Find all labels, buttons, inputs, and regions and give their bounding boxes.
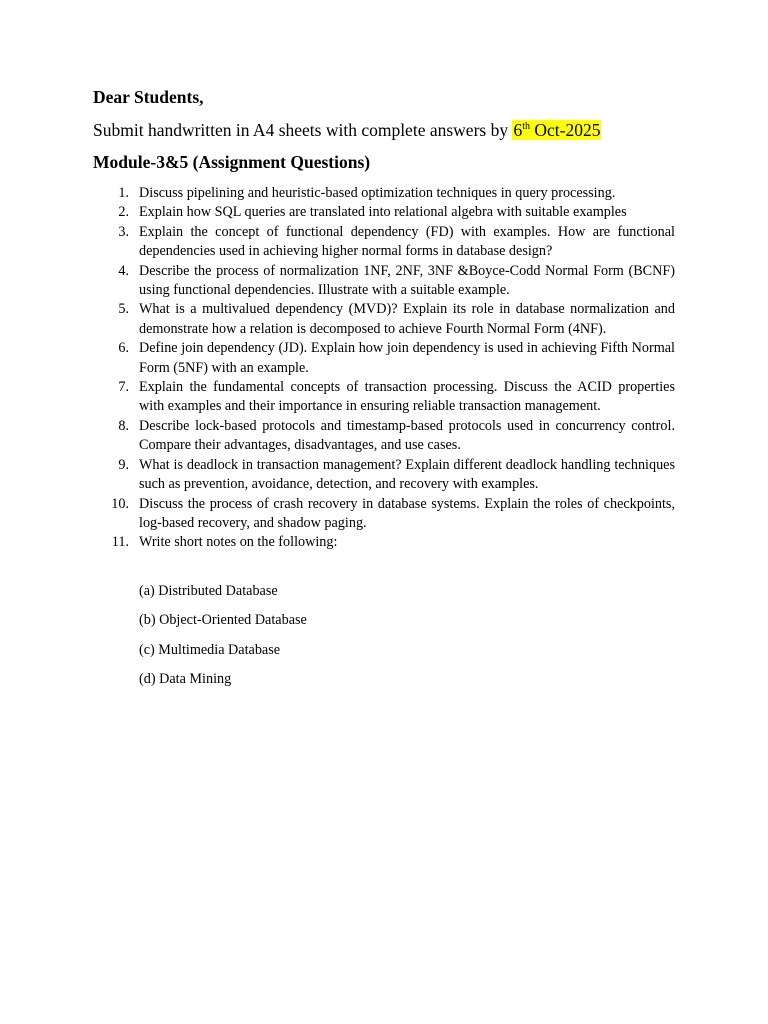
question-text: What is deadlock in transaction management? Explain different deadlock handling techniques such as prevention, avoidance, detection, and recovery with examples. [139,456,675,493]
short-note-item: (c) Multimedia Database [139,641,281,658]
question-text: Discuss the process of crash recovery in database systems. Explain the roles of checkpoints, log-based recovery, and shadow paging. [139,495,675,531]
question-text: Explain how SQL queries are translated into relational algebra with suitable examples [139,204,627,221]
instruction-text: Submit handwritten in A4 sheets with complete answers by [93,120,513,140]
question-text: Define join dependency (JD). Explain how join dependency is used in achieving Fifth Normal Form (5NF) with an example. [139,340,675,376]
question-number: 3. [118,223,129,240]
short-notes-list [139,582,307,700]
question-item [93,495,675,534]
question-list [93,184,675,553]
question-item [93,417,675,456]
question-number: 4. [118,262,129,279]
question-item [93,203,675,222]
submission-instruction [93,119,601,141]
question-item [93,184,675,203]
question-number: 6. [118,340,129,357]
short-note-item: (b) Object-Oriented Database [139,612,307,629]
question-item [93,533,675,552]
short-note-item: (d) Data Mining [139,671,232,688]
deadline-suffix: th [522,121,530,132]
question-text: Describe lock-based protocols and timestamp-based protocols used in concurrency control. Compare their advantages, disadvantages, and use cases. [139,417,675,454]
question-number: 10. [111,495,129,512]
deadline-highlight [512,120,601,140]
deadline-day: 6 [513,120,523,140]
question-text: Explain the fundamental concepts of transaction processing. Discuss the ACID properties with examples and their importance in ensuring reliable transaction management. [139,379,675,415]
deadline-rest: Oct-2025 [529,120,601,140]
short-note-item: (a) Distributed Database [139,583,278,599]
question-number: 2. [118,204,129,221]
question-item [93,339,675,378]
question-number: 5. [118,301,129,318]
question-number: 8. [118,417,129,434]
question-number: 11. [111,534,129,551]
module-title: Module-3&5 (Assignment Questions) [93,152,371,172]
question-item [93,262,675,301]
question-number: 7. [118,379,129,396]
question-text: Explain the concept of functional dependency (FD) with examples. How are functional dependencies used in achieving higher normal forms in database design? [139,223,675,260]
question-item [93,300,675,339]
question-text: Discuss pipelining and heuristic-based optimization techniques in query processing. [139,185,616,201]
question-item [93,378,675,417]
greeting: Dear Students, [93,87,204,107]
question-text: Write short notes on the following: [139,534,338,551]
question-text: Describe the process of normalization 1NF, 2NF, 3NF &Boyce-Codd Normal Form (BCNF) using functional dependencies. Illustrate with a suitable example. [139,262,675,299]
question-item [93,223,675,262]
question-number: 1. [118,185,129,201]
question-text: What is a multivalued dependency (MVD)? Explain its role in database normalization and demonstrate how a relation is decomposed to achieve Fourth Normal Form (4NF). [139,301,675,337]
question-number: 9. [118,456,129,473]
question-item [93,456,675,495]
